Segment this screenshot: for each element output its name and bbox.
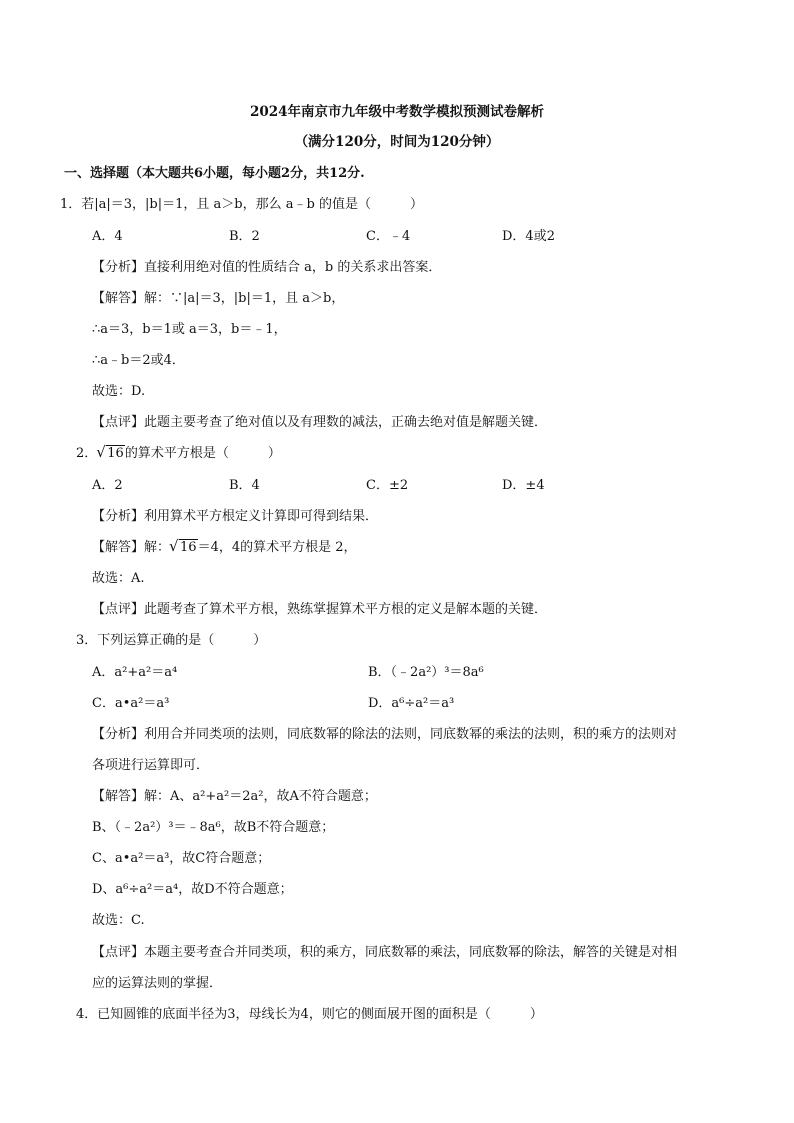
- q3-option-b: B．（﹣2a²）³＝8a⁶: [368, 665, 484, 680]
- section-heading: 一、选择题（本大题共6小题，每小题2分，共12分.: [64, 166, 365, 181]
- q1-comment: 【点评】此题主要考查了绝对值以及有理数的减法，正确去绝对值是解题关键．: [92, 415, 548, 430]
- q2-stem: [76, 445, 281, 463]
- q3-analysis-line-2: 各项进行运算即可．: [92, 758, 210, 773]
- q2-comment: 【点评】此题考查了算术平方根，熟练掌握算术平方根的定义是解本题的关键．: [92, 602, 548, 617]
- q2-option-a: A．2: [92, 478, 123, 493]
- q2-solution-radicand: 16: [180, 540, 197, 555]
- q3-stem: 3．下列运算正确的是（ ）: [76, 633, 267, 648]
- q3-option-a: A．a²+a²＝a⁴: [92, 665, 178, 680]
- q2-option-b: B．4: [229, 478, 260, 493]
- q2-number: 2．: [76, 446, 98, 461]
- q3-option-d: D．a⁶÷a²＝a³: [368, 696, 455, 711]
- q3-choice: 故选：C.: [92, 913, 145, 928]
- q3-option-c: C．a•a²＝a³: [92, 696, 170, 711]
- q2-radicand: 16: [107, 446, 124, 461]
- q4-stem: 4．已知圆锥的底面半径为3，母线长为4，则它的侧面展开图的面积是（ ）: [76, 1007, 543, 1022]
- q1-stem: 1．若|a|＝3，|b|＝1，且 a＞b，那么 a﹣b 的值是（ ）: [60, 197, 423, 212]
- q2-option-c: C．±2: [366, 478, 409, 493]
- q2-solution-text: ＝4，4的算术平方根是 2，: [197, 540, 357, 555]
- q1-option-c: C．﹣4: [366, 229, 411, 244]
- q3-comment-line-2: 应的运算法则的掌握．: [92, 976, 223, 991]
- q1-option-a: A．4: [92, 229, 123, 244]
- q1-choice: 故选：D.: [92, 384, 146, 399]
- q1-solution-line-3: ∴a﹣b＝2或4．: [92, 353, 185, 368]
- q3-comment-line-1: 【点评】本题主要考查合并同类项，积的乘方，同底数幂的乘法，同底数幂的除法，解答的关键是对相: [92, 945, 678, 960]
- q3-solution-line-1: 【解答】解：A、a²+a²＝2a²，故A不符合题意；: [92, 789, 377, 804]
- q2-solution: [92, 539, 357, 557]
- q1-option-b: B．2: [229, 229, 260, 244]
- document-subtitle: （满分120分，时间为120分钟）: [294, 134, 500, 150]
- q1-analysis: 【分析】直接利用绝对值的性质结合 a，b 的关系求出答案．: [92, 260, 442, 275]
- document-title: 2024年南京市九年级中考数学模拟预测试卷解析: [249, 104, 545, 120]
- q2-option-d: D．±4: [502, 478, 545, 493]
- q2-analysis: 【分析】利用算术平方根定义计算即可得到结果．: [92, 509, 379, 524]
- q2-solution-prefix: 【解答】解：: [92, 540, 171, 555]
- q3-solution-line-4: D、a⁶÷a²＝a⁴，故D不符合题意；: [92, 882, 293, 897]
- sqrt-symbol: [97, 445, 125, 463]
- q2-stem-text: 的算术平方根是（ ）: [124, 446, 281, 461]
- q3-solution-line-2: B、（﹣2a²）³＝﹣8a⁶，故B不符合题意；: [92, 820, 335, 835]
- q1-solution-line-1: 【解答】解：∵|a|＝3，|b|＝1，且 a＞b，: [92, 291, 345, 306]
- q1-option-d: D．4或2: [502, 229, 555, 244]
- q1-solution-line-2: ∴a＝3，b＝1或 a＝3，b＝﹣1，: [92, 322, 287, 337]
- q3-analysis-line-1: 【分析】利用合并同类项的法则，同底数幂的除法的法则，同底数幂的乘法的法则，积的乘方的法则对: [92, 727, 678, 742]
- sqrt-symbol: [170, 539, 198, 557]
- q3-solution-line-3: C、a•a²＝a³，故C符合题意；: [92, 851, 271, 866]
- q2-choice: 故选：A.: [92, 571, 145, 586]
